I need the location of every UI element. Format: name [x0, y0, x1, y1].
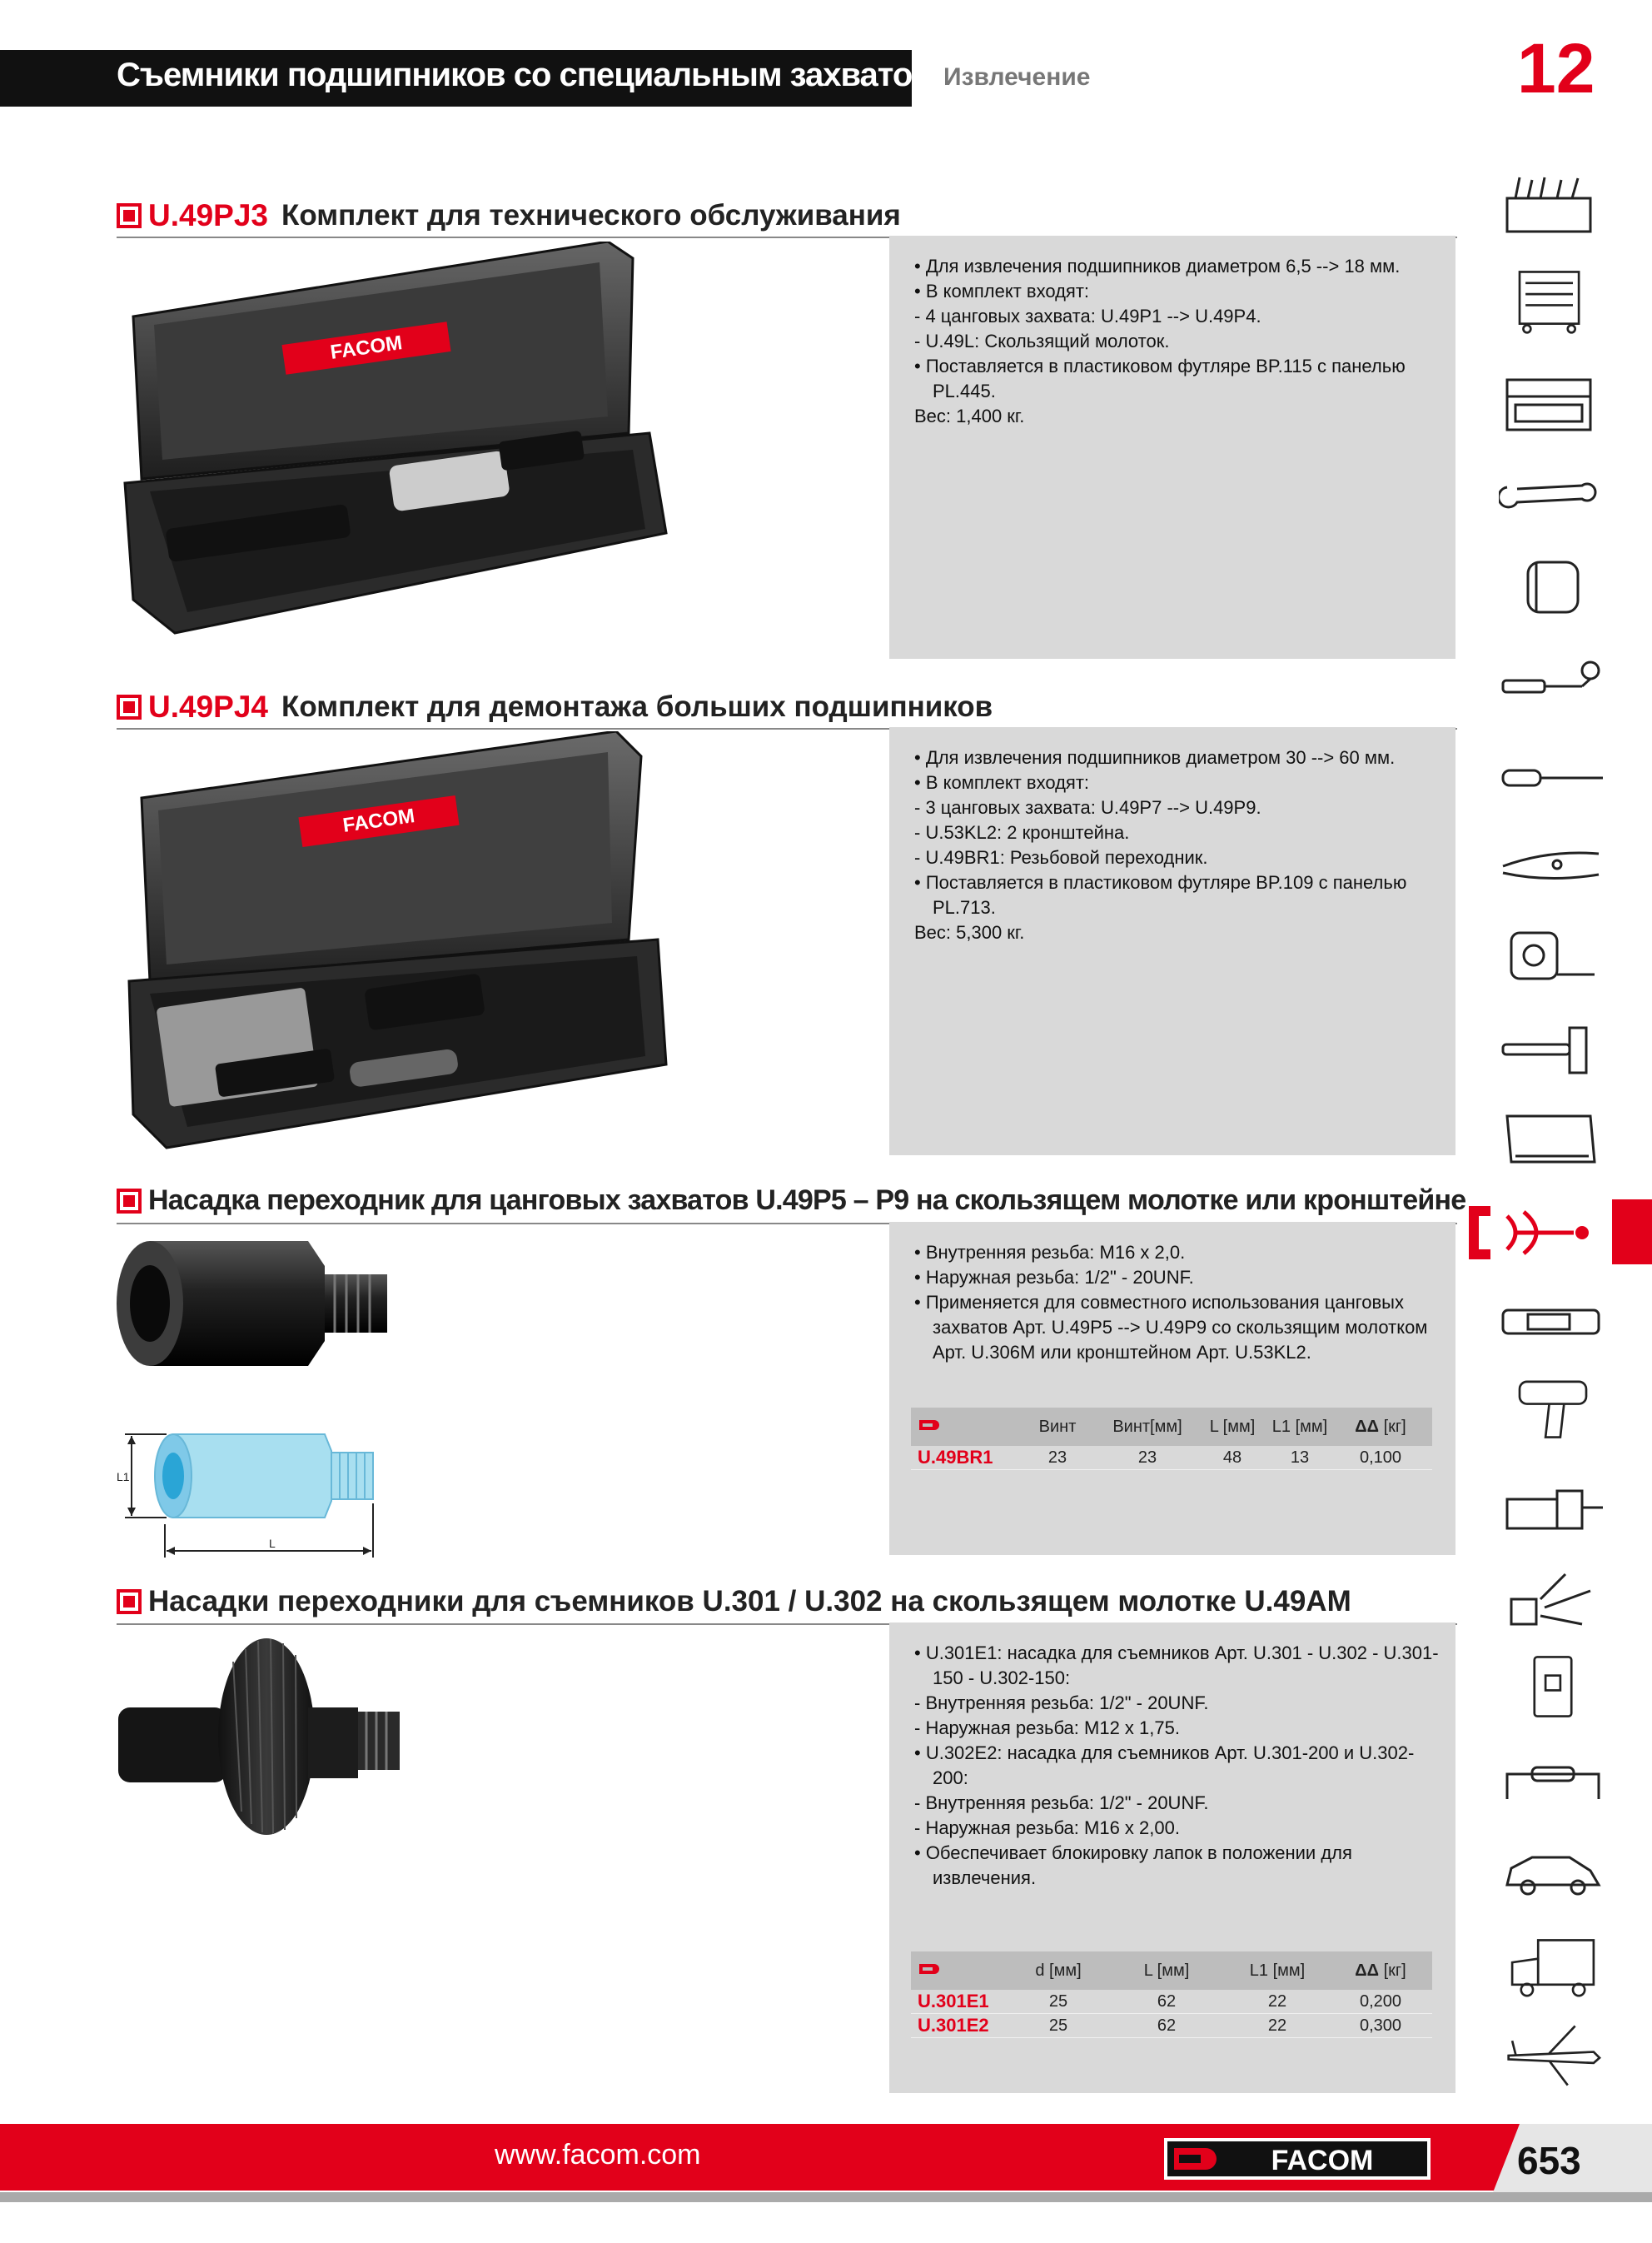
col-header: L [мм]: [1194, 1408, 1271, 1446]
desc-line: • Поставляется в пластиковом футляре BP.109 с панелью PL.713.: [914, 872, 1407, 918]
table-cell: 62: [1107, 2014, 1226, 2038]
desc-line: Вес: 1,400 кг.: [914, 406, 1025, 426]
product-code: U.49BR1: [911, 1446, 1014, 1470]
case-kit-large-image: [117, 731, 674, 1156]
section-heading-adapters: [117, 1585, 1457, 1625]
table-cell: 25: [1009, 1990, 1107, 2014]
truck-icon: [1499, 1936, 1607, 2003]
screwdriver-icon: [1499, 745, 1607, 812]
hammer-icon: [1499, 1018, 1607, 1084]
description: [889, 236, 1455, 429]
spec-table-u49br1: [911, 1408, 1432, 1470]
table-cell: 0,300: [1329, 2014, 1432, 2038]
desc-line: - Внутренняя резьба: 1/2" - 20UNF.: [914, 1692, 1209, 1713]
safety-icon: [1499, 1566, 1607, 1632]
ratchet-icon: [1499, 654, 1607, 720]
test-tool-icon: [1499, 1289, 1607, 1356]
hacksaw-icon: [1499, 1108, 1607, 1174]
desc-line: • Для извлечения подшипников диаметром 6,5 --> 18 мм.: [914, 256, 1401, 277]
section-title: Насадка переходник для цанговых захватов U.49P5 – P9 на скользящем молотке или кронштейне: [148, 1184, 1466, 1216]
svg-text:FACOM: FACOM: [329, 331, 404, 364]
case-kit-image: [117, 242, 674, 650]
table-row: [911, 1990, 1432, 2014]
section-title: Комплект для демонтажа больших подшипников: [281, 690, 993, 723]
vise-icon: [1499, 1474, 1607, 1541]
active-section-marker: [1612, 1199, 1652, 1264]
desc-line: • В комплект входят:: [914, 281, 1090, 302]
l1-label: L1: [117, 1470, 130, 1483]
table-cell: 0,100: [1329, 1446, 1432, 1470]
section-code: U.49PJ4: [148, 690, 268, 724]
page-number: 653: [1517, 2139, 1581, 2182]
desc-line: • Обеспечивает блокировку лапок в положении для извлечения.: [914, 1842, 1352, 1888]
desc-line: • Поставляется в пластиковом футляре BP.115 с панелью PL.445.: [914, 356, 1406, 401]
desc-line: - Наружная резьба: M16 x 2,00.: [914, 1817, 1180, 1838]
col-header: L1 [мм]: [1271, 1408, 1329, 1446]
section-code: U.49PJ3: [148, 198, 268, 232]
info-panel: [889, 236, 1455, 659]
desc-line: • Для извлечения подшипников диаметром 30 --> 60 мм.: [914, 747, 1396, 768]
page-title: Съемники подшипников со специальным захватом: [117, 57, 936, 93]
section-heading-adapter: [117, 1184, 1466, 1224]
desc-line: - U.49L: Скользящий молоток.: [914, 331, 1170, 351]
footer-url[interactable]: www.facom.com: [495, 2139, 701, 2171]
svg-text:FACOM: FACOM: [341, 805, 416, 837]
table-cell: 25: [1009, 2014, 1107, 2038]
desc-line: • U.302E2: насадка для съемников Арт. U.301-200 и U.302-200:: [914, 1742, 1415, 1788]
table-cell: 23: [1014, 1446, 1101, 1470]
desc-line: - U.49BR1: Резьбовой переходник.: [914, 847, 1208, 868]
handle-icon: [1499, 1749, 1607, 1816]
desc-line: Вес: 5,300 кг.: [914, 922, 1025, 943]
table-cell: 0,200: [1329, 1990, 1432, 2014]
info-panel: [889, 1222, 1455, 1555]
product-code: U.301E2: [911, 2014, 1009, 2038]
table-cell: 22: [1226, 1990, 1329, 2014]
col-header: ΔΔ [кг]: [1329, 1408, 1432, 1446]
desc-line: • U.301E1: насадка для съемников Арт. U.301 - U.302 - U.301-150 - U.302-150:: [914, 1642, 1439, 1688]
spec-table-u301: [911, 1951, 1432, 2038]
bullet-square-icon: [117, 695, 142, 720]
desc-line: • Внутренняя резьба: M16 x 2,0.: [914, 1242, 1186, 1263]
desc-line: - 3 цанговых захвата: U.49P7 --> U.49P9.: [914, 797, 1261, 818]
desc-line: • Наружная резьба: 1/2" - 20UNF.: [914, 1267, 1194, 1288]
desc-line: • В комплект входят:: [914, 772, 1090, 793]
section-title: Насадки переходники для съемников U.301 / U.302 на скользящем молотке U.49AM: [148, 1585, 1351, 1617]
knurled-adapter-photo: [117, 1628, 400, 1845]
col-header: Винт[мм]: [1101, 1408, 1194, 1446]
table-row: [911, 2014, 1432, 2038]
adapter-photo: [117, 1233, 400, 1383]
footer-grey-line: [0, 2192, 1652, 2202]
circuit-breaker-icon: [1499, 1653, 1607, 1720]
bullet-square-icon: [117, 203, 142, 228]
wrench-icon: [1499, 462, 1607, 529]
info-panel: [889, 727, 1455, 1155]
chapter-number: 12: [1517, 29, 1595, 107]
tool-box-icon: [1499, 173, 1607, 240]
tool-trolley-icon: [1499, 268, 1607, 335]
description: [889, 727, 1455, 945]
pliers-icon: [1499, 833, 1607, 900]
socket-icon: [1499, 554, 1607, 621]
tape-measure-icon: [1499, 925, 1607, 991]
l-label: L: [269, 1537, 276, 1550]
col-header: L [мм]: [1107, 1951, 1226, 1990]
desc-line: • Применяется для совместного использования цанговых захватов Арт. U.49P5 --> U.49P9 со скользящим молотком Арт. U.306M или кронштейном Арт. U.53KL2.: [914, 1292, 1428, 1363]
impact-wrench-icon: [1499, 1374, 1607, 1441]
logo-text: FACOM: [1271, 2145, 1374, 2176]
desc-line: - Внутренняя резьба: 1/2" - 20UNF.: [914, 1792, 1209, 1813]
table-cell: 62: [1107, 1990, 1226, 2014]
col-header: Винт: [1014, 1408, 1101, 1446]
col-header: L1 [мм]: [1226, 1951, 1329, 1990]
table-cell: 22: [1226, 2014, 1329, 2038]
ref-column-icon: [911, 1408, 1014, 1446]
tool-drawer-icon: [1499, 371, 1607, 438]
table-cell: 13: [1271, 1446, 1329, 1470]
bullet-square-icon: [117, 1589, 142, 1614]
table-cell: 48: [1194, 1446, 1271, 1470]
bullet-square-icon: [117, 1189, 142, 1214]
section-title: Комплект для технического обслуживания: [281, 199, 901, 232]
desc-line: - 4 цанговых захвата: U.49P1 --> U.49P4.: [914, 306, 1261, 326]
ref-column-icon: [911, 1951, 1009, 1990]
airplane-icon: [1499, 2022, 1607, 2089]
product-code: U.301E1: [911, 1990, 1009, 2014]
desc-line: - Наружная резьба: M12 x 1,75.: [914, 1717, 1180, 1738]
description: [889, 1622, 1455, 1891]
table-cell: 23: [1101, 1446, 1194, 1470]
section-heading-u49pj3: [117, 198, 1457, 238]
col-header: ΔΔ [кг]: [1329, 1951, 1432, 1990]
col-header: d [мм]: [1009, 1951, 1107, 1990]
description: [889, 1222, 1455, 1365]
desc-line: - U.53KL2: 2 кронштейна.: [914, 822, 1130, 843]
facom-logo: [1164, 2138, 1431, 2180]
adapter-dimension-diagram: [117, 1424, 400, 1566]
page-subtitle: Извлечение: [943, 63, 1091, 91]
section-heading-u49pj4: [117, 690, 1457, 730]
puller-icon-active: [1465, 1199, 1599, 1266]
puller-icon: [1465, 1199, 1599, 1266]
table-row: [911, 1446, 1432, 1470]
car-icon: [1499, 1839, 1607, 1906]
